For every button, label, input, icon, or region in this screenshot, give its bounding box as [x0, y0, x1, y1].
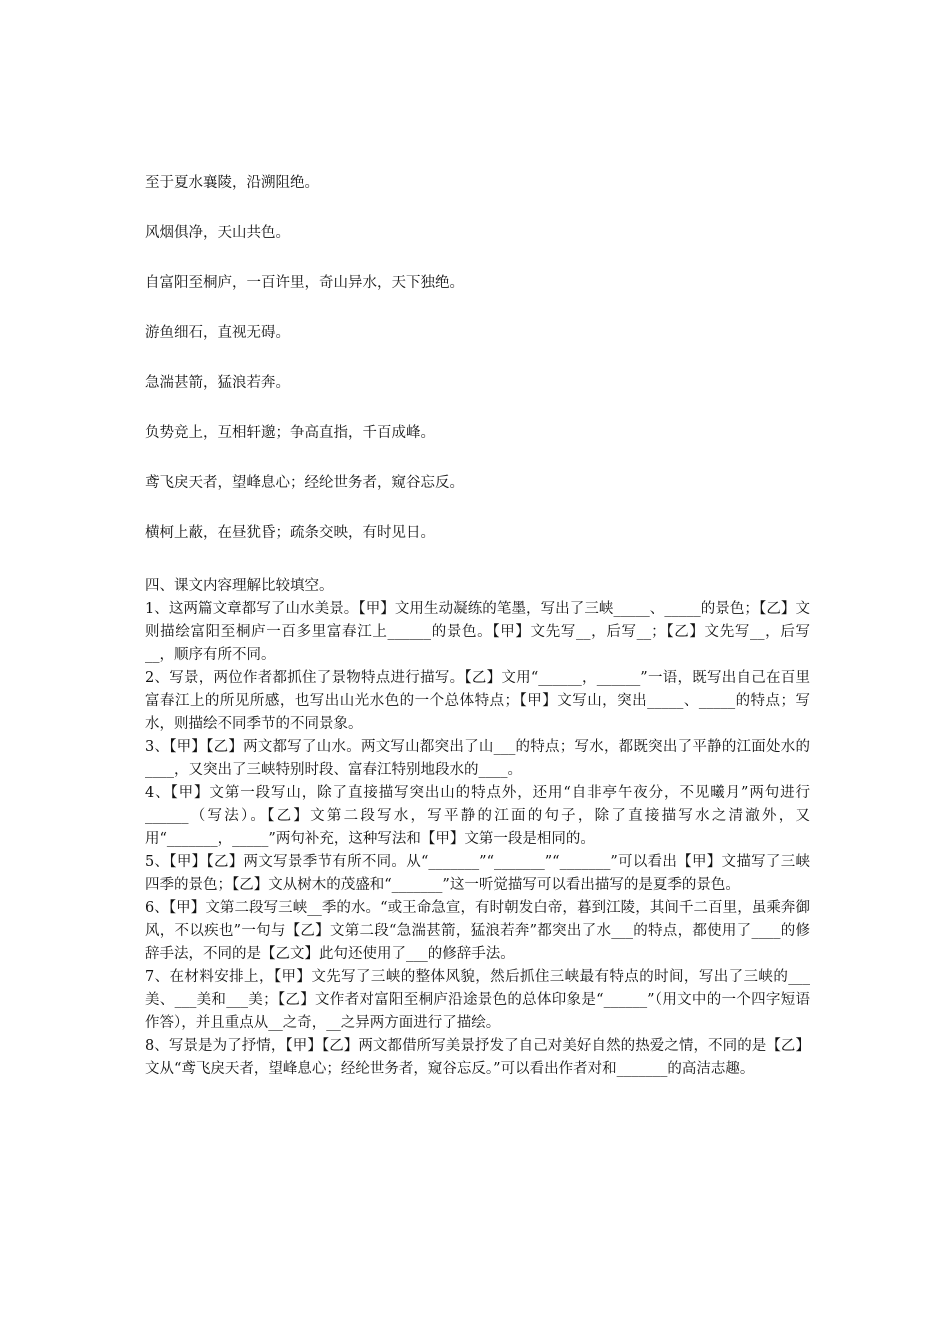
question-7: 7、在材料安排上，【甲】文先写了三峡的整体风貌，然后抓住三峡最有特点的时间，写出了三峡的___美、___美和___美；【乙】文作者对富阳至桐庐沿途景色的总体印象是“______”（用文中的一个四字短语作答），并且重点从__之奇，__之异两方面进行了描绘。 — [145, 969, 810, 1031]
sentence-line: 横柯上蔽，在昼犹昏；疏条交映，有时见日。 — [145, 525, 435, 541]
question-8: 8、写景是为了抒情，【甲】【乙】两文都借所写美景抒发了自己对美好自然的热爱之情，不同的是【乙】文从“鸢飞戾天者，望峰息心；经纶世务者，窥谷忘反。”可以看出作者对和_______的高洁志趣。 — [145, 1038, 810, 1077]
sentence-line: 风烟俱净，天山共色。 — [145, 225, 290, 241]
question-4: 4、【甲】文第一段写山，除了直接描写突出山的特点外，还用“自非亭午夜分，不见曦月”两句进行______（写法）。【乙】文第二段写水，写平静的江面的句子，除了直接描写水之清澈外，又用“_______，_____”两句补充，这种写法和【甲】文第一段是相同的。 — [145, 785, 810, 847]
comprehension-section — [145, 575, 810, 1081]
question-6: 6、【甲】文第二段写三峡__季的水。“或王命急宣，有时朝发白帝，暮到江陵，其间千二百里，虽乘奔御风，不以疾也”一句与【乙】文第二段“急湍甚箭，猛浪若奔”都突出了水___的特点，都使用了____的修辞手法，不同的是【乙文】此句还使用了___的修辞手法。 — [145, 900, 810, 962]
sentence-line: 至于夏水襄陵，沿溯阻绝。 — [145, 175, 319, 191]
sentence-line: 游鱼细石，直视无碍。 — [145, 325, 290, 341]
sentence-line: 急湍甚箭，猛浪若奔。 — [145, 375, 290, 391]
sentence-line: 鸢飞戾天者，望峰息心；经纶世务者，窥谷忘反。 — [145, 475, 464, 491]
section-title: 四、课文内容理解比较填空。 — [145, 578, 334, 594]
question-1: 1、这两篇文章都写了山水美景。【甲】文用生动凝练的笔墨，写出了三峡_____、_____的景色；【乙】文则描绘富阳至桐庐一百多里富春江上______的景色。【甲】文先写__，后写__；【乙】文先写__，后写__，顺序有所不同。 — [145, 601, 810, 663]
sentence-list — [145, 170, 810, 570]
question-3: 3、【甲】【乙】两文都写了山水。两文写山都突出了山___的特点；写水，都既突出了平静的江面处水的____，又突出了三峡特别时段、富春江特别地段水的____。 — [145, 739, 810, 778]
sentence-line: 自富阳至桐庐，一百许里，奇山异水，天下独绝。 — [145, 275, 464, 291]
sentence-line: 负势竞上，互相轩邈；争高直指，千百成峰。 — [145, 425, 435, 441]
question-5: 5、【甲】【乙】两文写景季节有所不同。从“_______”“_______”“_______”可以看出【甲】文描写了三峡四季的景色；【乙】文从树木的茂盛和“_______”这一听觉描写可以看出描写的是夏季的景色。 — [145, 854, 810, 893]
question-2: 2、写景，两位作者都抓住了景物特点进行描写。【乙】文用“______，______”一语，既写出自己在百里富春江上的所见所感，也写出山光水色的一个总体特点；【甲】文写山，突出_____、_____的特点；写水，则描绘不同季节的不同景象。 — [145, 670, 810, 732]
